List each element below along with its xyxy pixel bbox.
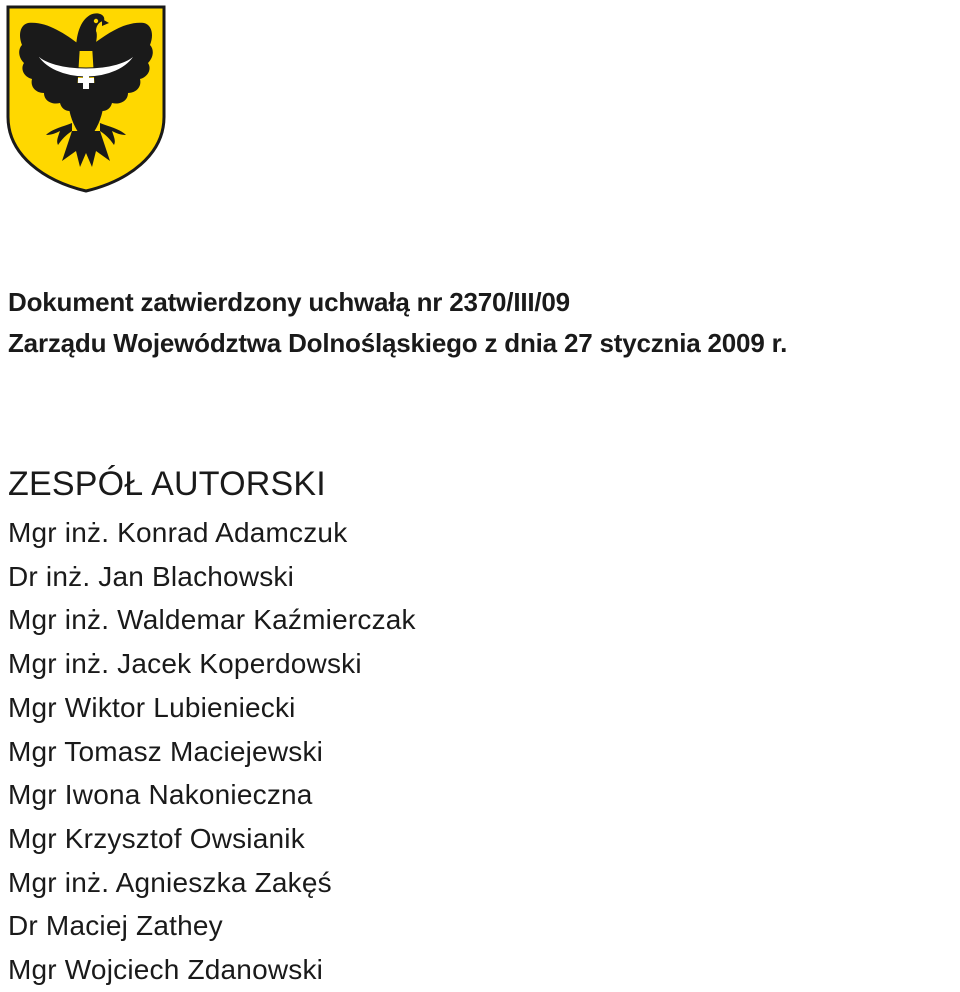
author-item: Mgr Krzysztof Owsianik bbox=[8, 822, 305, 854]
eagle-emblem-icon bbox=[6, 5, 166, 193]
author-list bbox=[8, 511, 416, 992]
author-item: Dr Maciej Zathey bbox=[8, 910, 223, 942]
approval-line-2: Zarządu Województwa Dolnośląskiego z dnia 27 stycznia 2009 r. bbox=[8, 328, 788, 358]
author-item: Mgr inż. Agnieszka Zakęś bbox=[8, 866, 332, 898]
author-item: Mgr Wojciech Zdanowski bbox=[8, 954, 324, 986]
author-item: Mgr Tomasz Maciejewski bbox=[8, 735, 324, 767]
author-item: Mgr inż. Jacek Koperdowski bbox=[8, 648, 362, 680]
coat-of-arms bbox=[6, 5, 166, 193]
author-item: Mgr inż. Konrad Adamczuk bbox=[8, 517, 348, 548]
author-team-section bbox=[8, 462, 416, 992]
author-item: Mgr inż. Waldemar Kaźmierczak bbox=[8, 604, 416, 636]
approval-line-1: Dokument zatwierdzony uchwałą nr 2370/III/09 bbox=[8, 287, 570, 317]
team-title: ZESPÓŁ AUTORSKI bbox=[8, 465, 326, 503]
author-item: Mgr Wiktor Lubieniecki bbox=[8, 691, 296, 723]
author-item: Mgr Iwona Nakonieczna bbox=[8, 779, 313, 811]
approval-note bbox=[8, 282, 787, 364]
author-item: Dr inż. Jan Blachowski bbox=[8, 560, 295, 592]
